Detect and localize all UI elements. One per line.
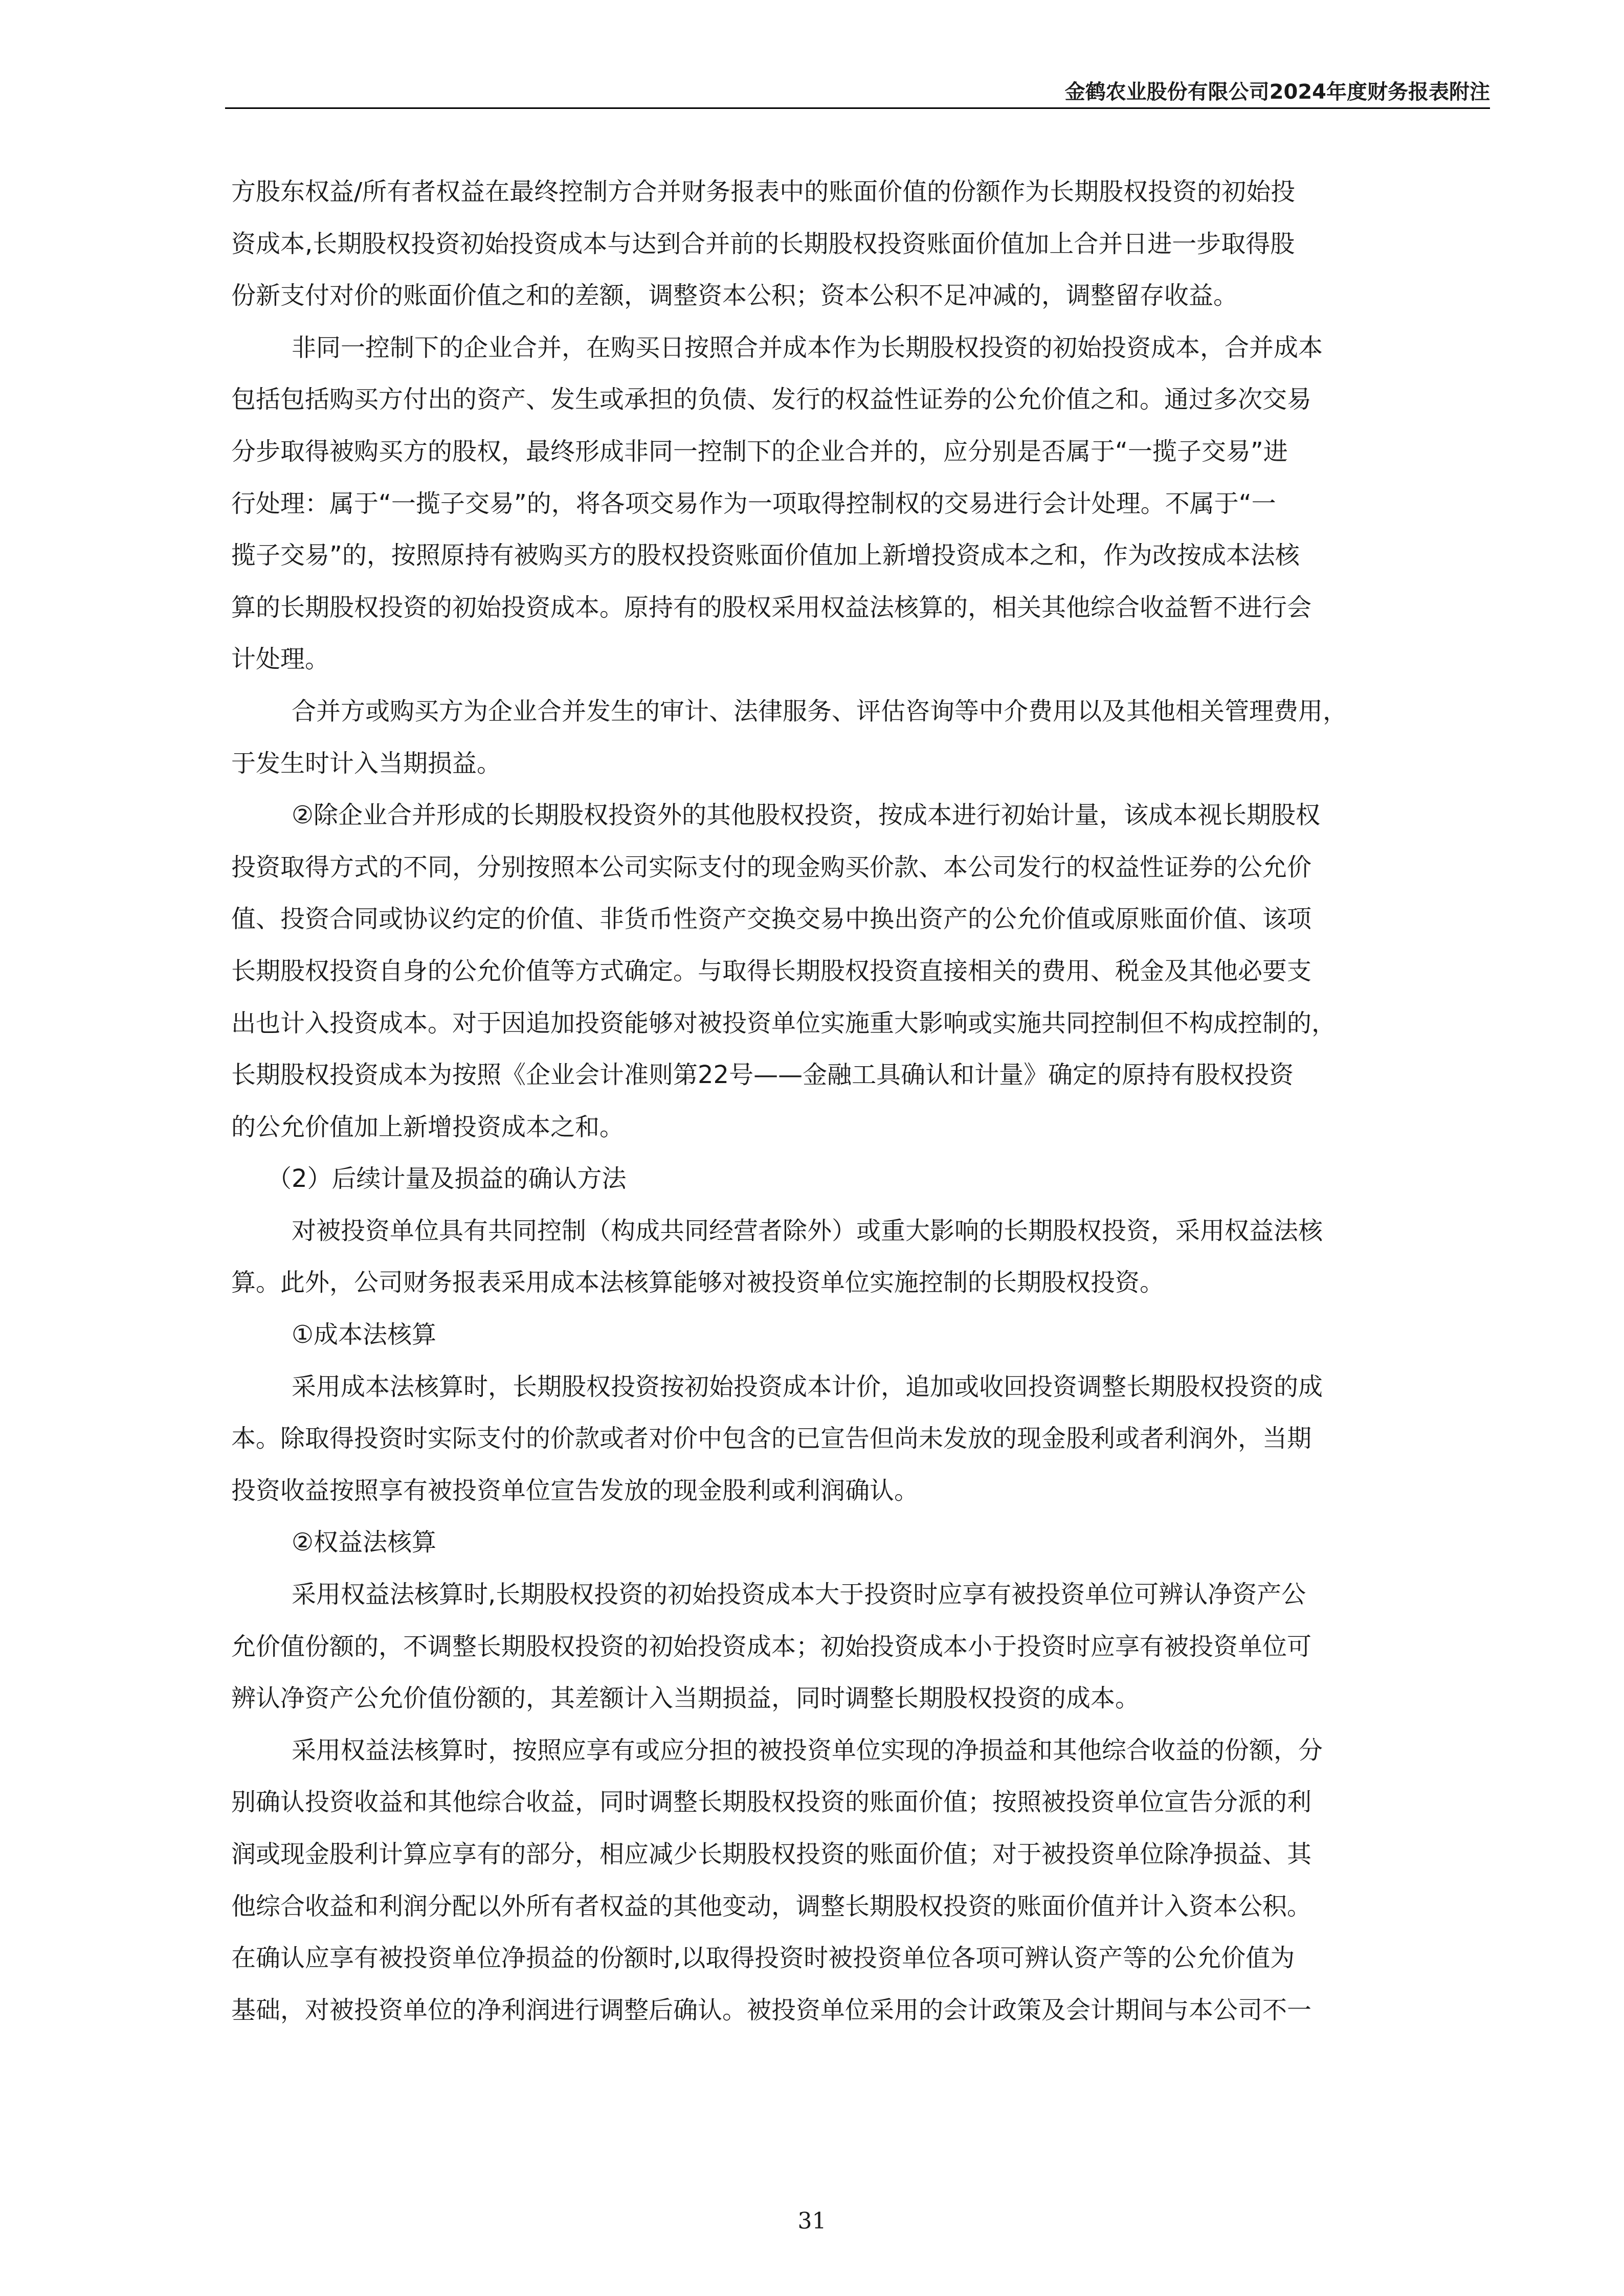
- body-line: 他综合收益和利润分配以外所有者权益的其他变动，调整长期股权投资的账面价值并计入资本公积。: [231, 1892, 1312, 1921]
- body-line: 对被投资单位具有共同控制（构成共同经营者除外）或重大影响的长期股权投资，采用权益法核: [292, 1216, 1323, 1245]
- body-line: 资成本,长期股权投资初始投资成本与达到合并前的长期股权投资账面价值加上合并日进一步取得股: [231, 229, 1295, 258]
- body-line: 算的长期股权投资的初始投资成本。原持有的股权采用权益法核算的，相关其他综合收益暂不进行会: [231, 593, 1312, 622]
- header-divider: [225, 107, 1490, 109]
- body-line: 投资取得方式的不同，分别按照本公司实际支付的现金购买价款、本公司发行的权益性证券的公允价: [231, 852, 1312, 882]
- body-line: 在确认应享有被投资单位净损益的份额时,以取得投资时被投资单位各项可辨认资产等的公允价值为: [231, 1944, 1295, 1973]
- body-line: 合并方或购买方为企业合并发生的审计、法律服务、评估咨询等中介费用以及其他相关管理费用，: [292, 696, 1348, 726]
- body-line: 计处理。: [231, 645, 330, 674]
- body-line: 润或现金股利计算应享有的部分，相应减少长期股权投资的账面价值；对于被投资单位除净损益、其: [231, 1840, 1312, 1869]
- body-line: 长期股权投资自身的公允价值等方式确定。与取得长期股权投资直接相关的费用、税金及其他必要支: [231, 956, 1312, 985]
- body-line: 本。除取得投资时实际支付的价款或者对价中包含的已宣告但尚未发放的现金股利或者利润外，当期: [231, 1424, 1312, 1453]
- body-line: 别确认投资收益和其他综合收益，同时调整长期股权投资的账面价值；按照被投资单位宣告分派的利: [231, 1788, 1312, 1817]
- body-line: ②权益法核算: [292, 1528, 437, 1557]
- body-line: 出也计入投资成本。对于因追加投资能够对被投资单位实施重大影响或实施共同控制但不构成控制的，: [231, 1008, 1337, 1038]
- body-line: 采用权益法核算时,长期股权投资的初始投资成本大于投资时应享有被投资单位可辨认净资产公: [292, 1580, 1306, 1609]
- body-line: 采用权益法核算时，按照应享有或应分担的被投资单位实现的净损益和其他综合收益的份额，分: [292, 1736, 1323, 1765]
- body-line: （2）后续计量及损益的确认方法: [267, 1164, 627, 1194]
- body-line: 基础，对被投资单位的净利润进行调整后确认。被投资单位采用的会计政策及会计期间与本公司不一: [231, 1995, 1312, 2024]
- body-line: 值、投资合同或协议约定的价值、非货币性资产交换交易中换出资产的公允价值或原账面价值、该项: [231, 905, 1312, 934]
- report-header-title: 金鹤农业股份有限公司2024年度财务报表附注: [1064, 80, 1490, 104]
- body-line: 行处理：属于“一揽子交易”的，将各项交易作为一项取得控制权的交易进行会计处理。不属于“一: [231, 489, 1276, 518]
- body-line: 包括包括购买方付出的资产、发生或承担的负债、发行的权益性证券的公允价值之和。通过多次交易: [231, 385, 1312, 414]
- body-line: 非同一控制下的企业合并，在购买日按照合并成本作为长期股权投资的初始投资成本，合并成本: [292, 333, 1323, 362]
- body-line: 于发生时计入当期损益。: [231, 749, 502, 778]
- body-line: ②除企业合并形成的长期股权投资外的其他股权投资，按成本进行初始计量，该成本视长期股权: [292, 801, 1321, 830]
- page-number: 31: [797, 2208, 827, 2234]
- body-line: 揽子交易”的，按照原持有被购买方的股权投资账面价值加上新增投资成本之和，作为改按成本法核: [231, 541, 1300, 570]
- body-line: 采用成本法核算时，长期股权投资按初始投资成本计价，追加或收回投资调整长期股权投资的成: [292, 1372, 1323, 1401]
- body-line: 方股东权益/所有者权益在最终控制方合并财务报表中的账面价值的份额作为长期股权投资的初始投: [231, 177, 1296, 206]
- body-line: 长期股权投资成本为按照《企业会计准则第22号——金融工具确认和计量》确定的原持有股权投资: [231, 1061, 1294, 1090]
- body-line: 辨认净资产公允价值份额的，其差额计入当期损益，同时调整长期股权投资的成本。: [231, 1684, 1140, 1713]
- body-line: 算。此外，公司财务报表采用成本法核算能够对被投资单位实施控制的长期股权投资。: [231, 1268, 1165, 1297]
- body-line: 分步取得被购买方的股权，最终形成非同一控制下的企业合并的，应分别是否属于“一揽子交易”进: [231, 437, 1288, 466]
- body-line: 的公允价值加上新增投资成本之和。: [231, 1112, 625, 1141]
- body-line: 投资收益按照享有被投资单位宣告发放的现金股利或利润确认。: [231, 1476, 919, 1505]
- body-line: ①成本法核算: [292, 1320, 437, 1349]
- body-text: [231, 166, 1495, 2036]
- body-line: 份新支付对价的账面价值之和的差额，调整资本公积；资本公积不足冲减的，调整留存收益。: [231, 281, 1238, 310]
- body-line: 允价值份额的，不调整长期股权投资的初始投资成本；初始投资成本小于投资时应享有被投资单位可: [231, 1632, 1312, 1661]
